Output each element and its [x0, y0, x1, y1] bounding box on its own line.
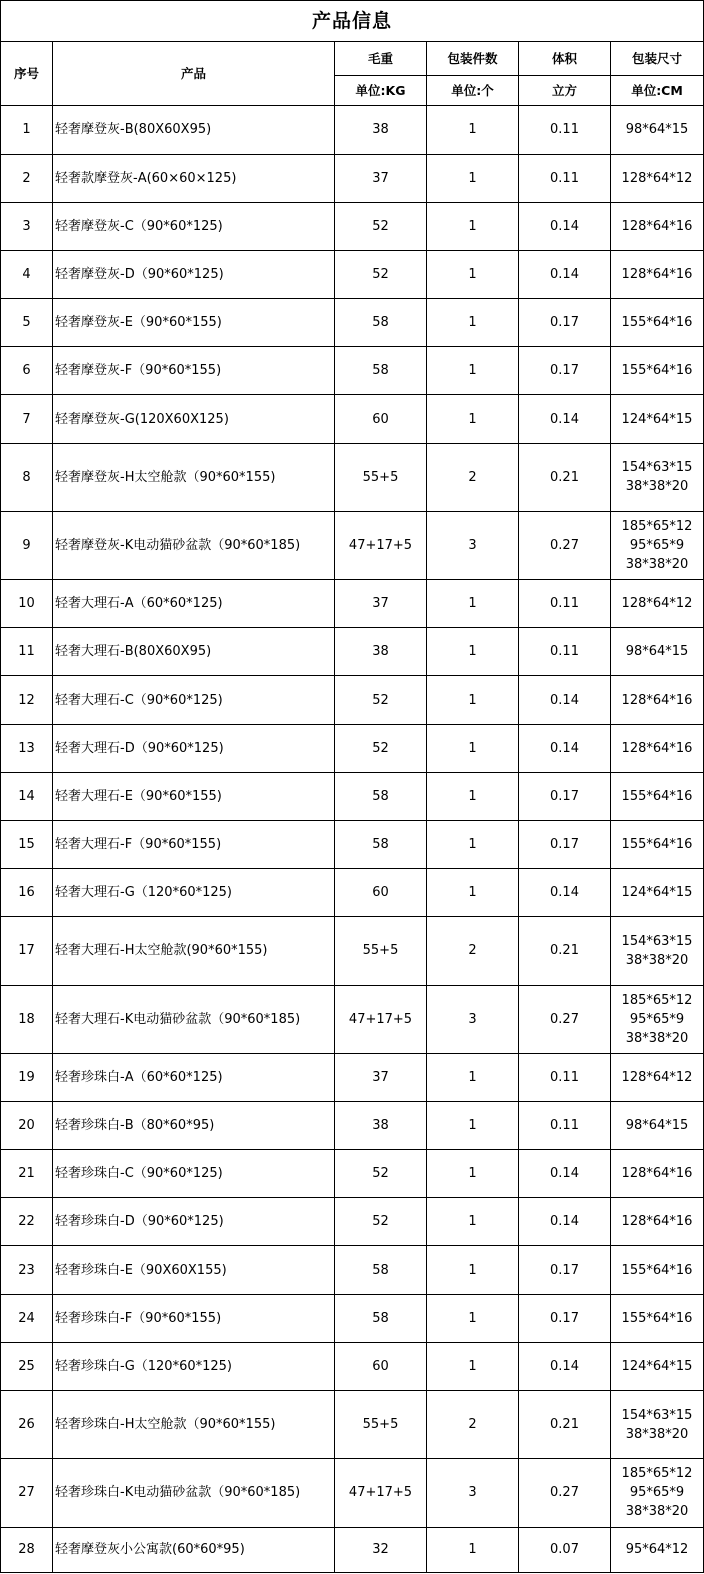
header-weight: 毛重: [335, 42, 427, 76]
cell-seq: 4: [1, 250, 53, 298]
cell-pieces: 1: [427, 154, 519, 202]
cell-pieces: 1: [427, 347, 519, 395]
size-line: 155*64*16: [621, 837, 693, 853]
size-line: 185*65*12: [621, 992, 693, 1008]
cell-volume: 0.11: [519, 154, 611, 202]
cell-product: 轻奢大理石-K电动猫砂盆款（90*60*185): [53, 985, 335, 1053]
header-size-unit: 单位:CM: [611, 76, 704, 106]
size-line: 128*64*16: [621, 740, 693, 756]
cell-weight: 37: [335, 154, 427, 202]
cell-volume: 0.14: [519, 250, 611, 298]
header-pieces-unit: 单位:个: [427, 76, 519, 106]
cell-product: 轻奢珍珠白-B（80*60*95): [53, 1101, 335, 1149]
size-line: 128*64*16: [621, 1214, 693, 1230]
table-row: [1, 1150, 704, 1198]
cell-size: [611, 820, 704, 868]
cell-size: [611, 1150, 704, 1198]
cell-volume: 0.27: [519, 1459, 611, 1527]
size-line: 185*65*12: [621, 1466, 693, 1482]
cell-seq: 13: [1, 724, 53, 772]
cell-product: 轻奢大理石-B(80X60X95): [53, 628, 335, 676]
table-row: [1, 917, 704, 985]
cell-weight: 55+5: [335, 443, 427, 511]
cell-weight: 52: [335, 1198, 427, 1246]
cell-size: [611, 1459, 704, 1527]
cell-pieces: 1: [427, 395, 519, 443]
table-row: [1, 772, 704, 820]
cell-seq: 26: [1, 1391, 53, 1459]
cell-size: [611, 106, 704, 154]
cell-product: 轻奢摩登灰-H太空舱款（90*60*155): [53, 443, 335, 511]
cell-volume: 0.14: [519, 1198, 611, 1246]
table-row: [1, 676, 704, 724]
cell-volume: 0.11: [519, 106, 611, 154]
cell-weight: 58: [335, 772, 427, 820]
cell-volume: 0.14: [519, 395, 611, 443]
cell-seq: 25: [1, 1342, 53, 1390]
table-row: [1, 820, 704, 868]
cell-product: 轻奢摩登灰-K电动猫砂盆款（90*60*185): [53, 511, 335, 579]
cell-weight: 38: [335, 628, 427, 676]
cell-pieces: 1: [427, 1246, 519, 1294]
cell-weight: 58: [335, 1294, 427, 1342]
cell-seq: 8: [1, 443, 53, 511]
cell-pieces: 1: [427, 676, 519, 724]
cell-seq: 16: [1, 869, 53, 917]
cell-volume: 0.17: [519, 347, 611, 395]
size-line: 128*64*16: [621, 266, 693, 282]
size-line: 95*64*12: [625, 1542, 689, 1558]
cell-volume: 0.07: [519, 1527, 611, 1573]
size-line: 128*64*12: [621, 1069, 693, 1085]
cell-pieces: 1: [427, 299, 519, 347]
cell-product: 轻奢大理石-A（60*60*125): [53, 580, 335, 628]
cell-size: [611, 628, 704, 676]
cell-seq: 17: [1, 917, 53, 985]
cell-weight: 55+5: [335, 1391, 427, 1459]
table-row: [1, 1053, 704, 1101]
cell-product: 轻奢摩登灰-F（90*60*155): [53, 347, 335, 395]
cell-size: [611, 917, 704, 985]
cell-pieces: 1: [427, 869, 519, 917]
table-row: [1, 511, 704, 579]
table-body: [1, 1, 704, 1573]
table-row: [1, 347, 704, 395]
table-row: [1, 1459, 704, 1527]
cell-weight: 60: [335, 869, 427, 917]
cell-size: [611, 580, 704, 628]
cell-volume: 0.21: [519, 917, 611, 985]
table-row: [1, 202, 704, 250]
cell-seq: 18: [1, 985, 53, 1053]
cell-pieces: 2: [427, 443, 519, 511]
cell-seq: 22: [1, 1198, 53, 1246]
cell-volume: 0.21: [519, 443, 611, 511]
cell-pieces: 1: [427, 1101, 519, 1149]
table-row: [1, 1391, 704, 1459]
cell-weight: 47+17+5: [335, 985, 427, 1053]
size-line: 154*63*15: [621, 933, 693, 949]
cell-seq: 5: [1, 299, 53, 347]
cell-volume: 0.27: [519, 511, 611, 579]
cell-pieces: 3: [427, 1459, 519, 1527]
cell-seq: 28: [1, 1527, 53, 1573]
size-line: 95*65*9: [629, 1485, 685, 1501]
size-line: 95*65*9: [629, 1011, 685, 1027]
cell-size: [611, 1246, 704, 1294]
header-weight-unit: 单位:KG: [335, 76, 427, 106]
cell-seq: 7: [1, 395, 53, 443]
size-line: 124*64*15: [621, 411, 693, 427]
cell-pieces: 1: [427, 1150, 519, 1198]
size-line: 98*64*15: [625, 644, 689, 660]
cell-volume: 0.14: [519, 1150, 611, 1198]
table-row: [1, 869, 704, 917]
table-row: [1, 1294, 704, 1342]
cell-volume: 0.11: [519, 628, 611, 676]
cell-weight: 32: [335, 1527, 427, 1573]
cell-size: [611, 1391, 704, 1459]
size-line: 155*64*16: [621, 1262, 693, 1278]
table-title: 产品信息: [1, 1, 704, 42]
cell-size: [611, 1294, 704, 1342]
table-row: [1, 154, 704, 202]
cell-product: 轻奢摩登灰小公寓款(60*60*95): [53, 1527, 335, 1573]
size-line: 98*64*15: [625, 1118, 689, 1134]
cell-pieces: 1: [427, 250, 519, 298]
cell-seq: 19: [1, 1053, 53, 1101]
header-seq: 序号: [1, 42, 53, 106]
cell-product: 轻奢珍珠白-F（90*60*155): [53, 1294, 335, 1342]
cell-pieces: 1: [427, 1294, 519, 1342]
cell-size: [611, 1342, 704, 1390]
cell-seq: 11: [1, 628, 53, 676]
cell-seq: 6: [1, 347, 53, 395]
cell-volume: 0.17: [519, 820, 611, 868]
cell-pieces: 1: [427, 1053, 519, 1101]
cell-pieces: 2: [427, 1391, 519, 1459]
cell-size: [611, 1198, 704, 1246]
cell-pieces: 1: [427, 1342, 519, 1390]
size-line: 38*38*20: [625, 952, 689, 968]
cell-volume: 0.17: [519, 1246, 611, 1294]
cell-size: [611, 869, 704, 917]
cell-product: 轻奢大理石-D（90*60*125): [53, 724, 335, 772]
size-line: 128*64*16: [621, 1166, 693, 1182]
cell-seq: 1: [1, 106, 53, 154]
cell-product: 轻奢大理石-G（120*60*125): [53, 869, 335, 917]
cell-seq: 20: [1, 1101, 53, 1149]
cell-product: 轻奢摩登灰-C（90*60*125): [53, 202, 335, 250]
size-line: 155*64*16: [621, 1310, 693, 1326]
cell-product: 轻奢珍珠白-C（90*60*125): [53, 1150, 335, 1198]
cell-seq: 10: [1, 580, 53, 628]
cell-seq: 9: [1, 511, 53, 579]
cell-product: 轻奢摩登灰-E（90*60*155): [53, 299, 335, 347]
header-size: 包装尺寸: [611, 42, 704, 76]
cell-weight: 58: [335, 347, 427, 395]
table-row: [1, 985, 704, 1053]
cell-weight: 58: [335, 1246, 427, 1294]
cell-seq: 23: [1, 1246, 53, 1294]
size-line: 124*64*15: [621, 885, 693, 901]
cell-product: 轻奢大理石-E（90*60*155): [53, 772, 335, 820]
cell-weight: 47+17+5: [335, 1459, 427, 1527]
cell-product: 轻奢珍珠白-A（60*60*125): [53, 1053, 335, 1101]
size-line: 124*64*15: [621, 1358, 693, 1374]
table-row: [1, 395, 704, 443]
cell-pieces: 1: [427, 202, 519, 250]
cell-size: [611, 511, 704, 579]
cell-volume: 0.11: [519, 1101, 611, 1149]
size-line: 128*64*16: [621, 218, 693, 234]
cell-size: [611, 772, 704, 820]
cell-size: [611, 1527, 704, 1573]
cell-volume: 0.14: [519, 676, 611, 724]
cell-product: 轻奢大理石-C（90*60*125): [53, 676, 335, 724]
size-line: 155*64*16: [621, 363, 693, 379]
cell-size: [611, 154, 704, 202]
cell-seq: 27: [1, 1459, 53, 1527]
size-line: 128*64*12: [621, 596, 693, 612]
cell-pieces: 1: [427, 1198, 519, 1246]
cell-product: 轻奢摩登灰-B(80X60X95): [53, 106, 335, 154]
cell-volume: 0.17: [519, 772, 611, 820]
cell-pieces: 1: [427, 1527, 519, 1573]
table-row: [1, 1101, 704, 1149]
size-line: 38*38*20: [625, 556, 689, 572]
cell-pieces: 1: [427, 580, 519, 628]
size-line: 95*65*9: [629, 537, 685, 553]
table-row: [1, 1342, 704, 1390]
cell-weight: 55+5: [335, 917, 427, 985]
cell-product: 轻奢珍珠白-K电动猫砂盆款（90*60*185): [53, 1459, 335, 1527]
cell-weight: 52: [335, 1150, 427, 1198]
table-row: [1, 1246, 704, 1294]
cell-pieces: 1: [427, 106, 519, 154]
size-line: 38*38*20: [625, 479, 689, 495]
cell-size: [611, 1053, 704, 1101]
table-row: [1, 1198, 704, 1246]
cell-product: 轻奢珍珠白-H太空舱款（90*60*155): [53, 1391, 335, 1459]
header-pieces: 包装件数: [427, 42, 519, 76]
cell-size: [611, 676, 704, 724]
table-row: [1, 580, 704, 628]
cell-size: [611, 395, 704, 443]
cell-pieces: 1: [427, 628, 519, 676]
cell-pieces: 2: [427, 917, 519, 985]
header-row: [1, 42, 704, 76]
cell-weight: 60: [335, 395, 427, 443]
size-line: 185*65*12: [621, 518, 693, 534]
cell-weight: 52: [335, 202, 427, 250]
size-line: 38*38*20: [625, 1426, 689, 1442]
cell-seq: 21: [1, 1150, 53, 1198]
cell-weight: 52: [335, 724, 427, 772]
cell-volume: 0.27: [519, 985, 611, 1053]
cell-volume: 0.14: [519, 1342, 611, 1390]
table-row: [1, 1527, 704, 1573]
cell-product: 轻奢珍珠白-D（90*60*125): [53, 1198, 335, 1246]
cell-weight: 47+17+5: [335, 511, 427, 579]
cell-pieces: 3: [427, 985, 519, 1053]
table-row: [1, 299, 704, 347]
cell-seq: 15: [1, 820, 53, 868]
cell-size: [611, 347, 704, 395]
cell-product: 轻奢珍珠白-G（120*60*125): [53, 1342, 335, 1390]
size-line: 128*64*12: [621, 170, 693, 186]
cell-product: 轻奢大理石-F（90*60*155): [53, 820, 335, 868]
cell-weight: 58: [335, 820, 427, 868]
cell-volume: 0.21: [519, 1391, 611, 1459]
cell-product: 轻奢摩登灰-D（90*60*125): [53, 250, 335, 298]
size-line: 155*64*16: [621, 788, 693, 804]
header-product: 产品: [53, 42, 335, 106]
cell-size: [611, 1101, 704, 1149]
cell-seq: 24: [1, 1294, 53, 1342]
cell-size: [611, 250, 704, 298]
table-row: [1, 724, 704, 772]
size-line: 38*38*20: [625, 1030, 689, 1046]
cell-pieces: 3: [427, 511, 519, 579]
cell-weight: 38: [335, 106, 427, 154]
cell-seq: 14: [1, 772, 53, 820]
cell-volume: 0.14: [519, 724, 611, 772]
cell-volume: 0.17: [519, 1294, 611, 1342]
table-row: [1, 443, 704, 511]
title-row: [1, 1, 704, 42]
cell-product: 轻奢大理石-H太空舱款(90*60*155): [53, 917, 335, 985]
cell-volume: 0.11: [519, 580, 611, 628]
cell-weight: 52: [335, 676, 427, 724]
cell-weight: 60: [335, 1342, 427, 1390]
size-line: 155*64*16: [621, 315, 693, 331]
table-row: [1, 628, 704, 676]
header-volume: 体积: [519, 42, 611, 76]
cell-pieces: 1: [427, 724, 519, 772]
cell-seq: 12: [1, 676, 53, 724]
cell-volume: 0.11: [519, 1053, 611, 1101]
cell-weight: 52: [335, 250, 427, 298]
cell-pieces: 1: [427, 772, 519, 820]
table-row: [1, 250, 704, 298]
cell-seq: 2: [1, 154, 53, 202]
cell-product: 轻奢珍珠白-E（90X60X155): [53, 1246, 335, 1294]
cell-volume: 0.14: [519, 202, 611, 250]
cell-product: 轻奢款摩登灰-A(60×60×125): [53, 154, 335, 202]
cell-pieces: 1: [427, 820, 519, 868]
cell-weight: 37: [335, 1053, 427, 1101]
cell-size: [611, 724, 704, 772]
cell-weight: 58: [335, 299, 427, 347]
cell-size: [611, 985, 704, 1053]
header-volume-unit: 立方: [519, 76, 611, 106]
cell-weight: 38: [335, 1101, 427, 1149]
size-line: 98*64*15: [625, 122, 689, 138]
cell-volume: 0.17: [519, 299, 611, 347]
size-line: 154*63*15: [621, 1407, 693, 1423]
size-line: 38*38*20: [625, 1504, 689, 1520]
cell-size: [611, 299, 704, 347]
cell-weight: 37: [335, 580, 427, 628]
cell-volume: 0.14: [519, 869, 611, 917]
size-line: 154*63*15: [621, 460, 693, 476]
cell-size: [611, 202, 704, 250]
cell-product: 轻奢摩登灰-G(120X60X125): [53, 395, 335, 443]
size-line: 128*64*16: [621, 692, 693, 708]
table-row: [1, 106, 704, 154]
cell-seq: 3: [1, 202, 53, 250]
cell-size: [611, 443, 704, 511]
